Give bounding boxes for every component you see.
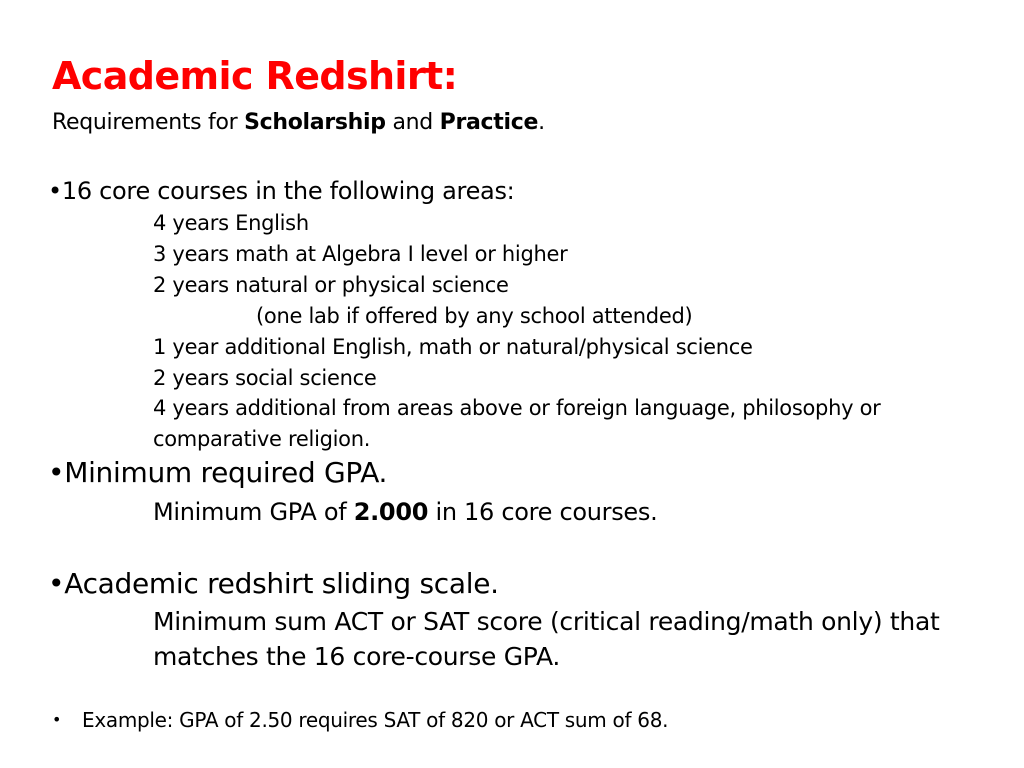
gpa-detail bbox=[153, 496, 657, 528]
slide-subtitle bbox=[52, 108, 545, 138]
subtitle-suffix: . bbox=[538, 110, 545, 135]
sliding-scale-detail-1: Minimum sum ACT or SAT score (critical reading/math only) that bbox=[153, 607, 940, 636]
subtitle-prefix: Requirements for bbox=[52, 110, 245, 135]
slide-title: Academic Redshirt: bbox=[52, 54, 458, 98]
core-item-english: 4 years English bbox=[153, 211, 309, 235]
core-item-religion: comparative religion. bbox=[153, 427, 371, 451]
bullet-icon: • bbox=[48, 456, 65, 489]
core-item-additional-areas: 4 years additional from areas above or foreign language, philosophy or bbox=[153, 396, 881, 420]
sliding-scale-heading-text: Academic redshirt sliding scale. bbox=[64, 567, 499, 600]
gpa-heading-text: Minimum required GPA. bbox=[64, 456, 388, 489]
core-item-lab-note: (one lab if offered by any school attended) bbox=[256, 304, 693, 328]
gpa-heading bbox=[48, 455, 387, 491]
subtitle-middle: and bbox=[385, 110, 440, 135]
bullet-icon: • bbox=[48, 567, 65, 600]
sliding-scale-heading bbox=[48, 566, 499, 602]
core-courses-heading-text: 16 core courses in the following areas: bbox=[61, 177, 515, 205]
core-item-social-science: 2 years social science bbox=[153, 366, 377, 390]
core-item-math: 3 years math at Algebra I level or higher bbox=[153, 242, 568, 266]
core-courses-heading bbox=[48, 176, 514, 206]
bullet-icon: • bbox=[48, 177, 62, 205]
core-item-additional: 1 year additional English, math or natural/physical science bbox=[153, 335, 753, 359]
subtitle-scholarship: Scholarship bbox=[244, 110, 386, 135]
gpa-detail-suffix: in 16 core courses. bbox=[428, 498, 658, 526]
sliding-scale-detail-2: matches the 16 core-course GPA. bbox=[153, 642, 560, 671]
gpa-value: 2.000 bbox=[353, 498, 429, 526]
example-text: Example: GPA of 2.50 requires SAT of 820 or ACT sum of 68. bbox=[82, 708, 669, 732]
bullet-icon: • bbox=[52, 710, 62, 729]
core-item-science: 2 years natural or physical science bbox=[153, 273, 509, 297]
gpa-detail-prefix: Minimum GPA of bbox=[153, 498, 354, 526]
subtitle-practice: Practice bbox=[439, 110, 539, 135]
